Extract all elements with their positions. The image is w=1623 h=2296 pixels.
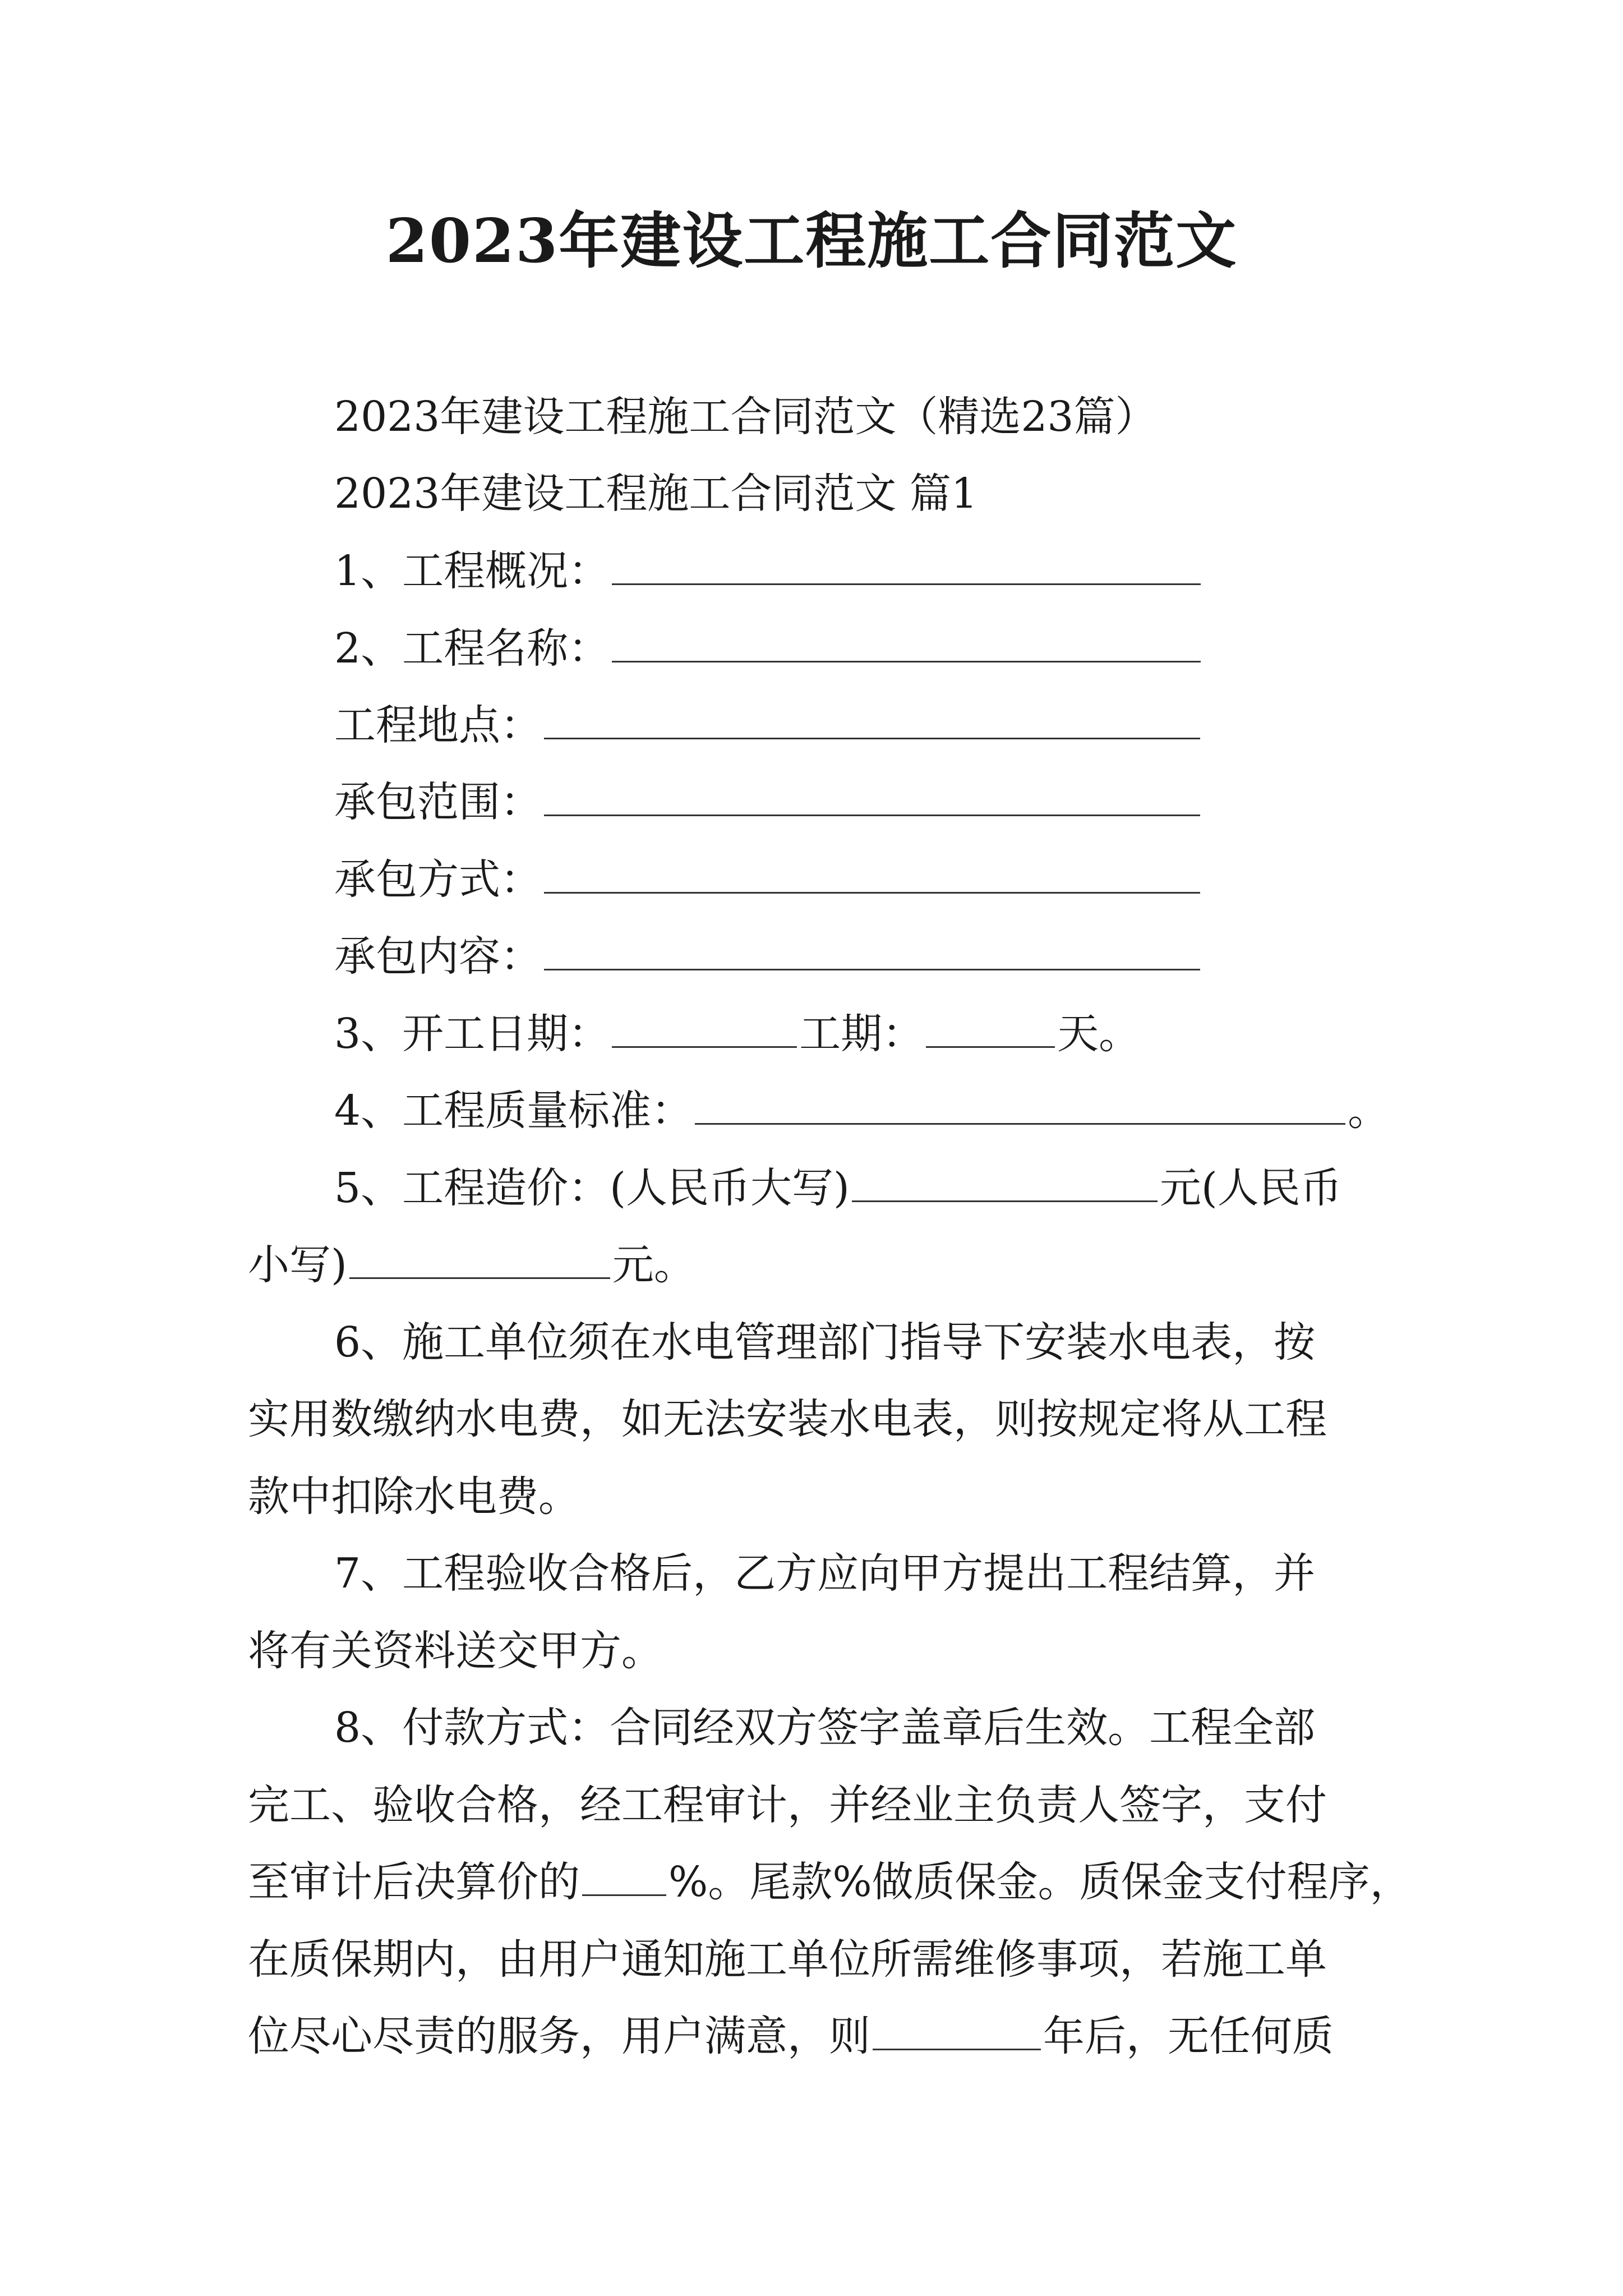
field-project-cost (334, 1150, 1478, 1226)
field-label: 2、工程名称： (334, 624, 610, 673)
blank-line (612, 1044, 797, 1048)
field-project-overview (334, 533, 1478, 609)
field-contract-content (334, 918, 1478, 995)
text: 位尽心尽责的服务，用户满意，则 (248, 2012, 870, 2060)
blank-line (582, 1892, 666, 1896)
field-label: 承包方式： (334, 855, 542, 904)
blank-line (873, 2046, 1041, 2050)
blank-line (544, 967, 1200, 970)
field-label: 。 (1348, 1087, 1390, 1135)
text: 至审计后决算价的 (248, 1858, 580, 1906)
paragraph-7-line-1: 7、工程验收合格后，乙方应向甲方提出工程结算，并 (334, 1549, 1316, 1598)
field-label: 3、开工日期： (334, 1010, 610, 1058)
blank-line (544, 812, 1200, 816)
field-label: 元(人民币 (1159, 1164, 1342, 1212)
field-label: 工期： (799, 1010, 924, 1058)
field-contract-scope (334, 764, 1478, 840)
paragraph-6-line-1: 6、施工单位须在水电管理部门指导下安装水电表，按 (334, 1318, 1316, 1366)
blank-line (612, 659, 1201, 662)
blank-line (544, 890, 1200, 894)
field-project-cost-cont (248, 1227, 1392, 1303)
field-label: 工程地点： (334, 701, 542, 749)
paragraph-7-line-2: 将有关资料送交甲方。 (248, 1627, 663, 1675)
field-project-location (334, 687, 1478, 763)
text: %。尾款%做质保金。质保金支付程序， (668, 1858, 1412, 1906)
blank-line (852, 1198, 1158, 1202)
paragraph-6-line-3: 款中扣除水电费。 (248, 1473, 580, 1521)
field-quality-standard (334, 1073, 1478, 1149)
page-title: 2023年建设工程施工合同范文 (385, 206, 1238, 277)
field-label: 5、工程造价：(人民币大写) (334, 1164, 850, 1212)
field-label: 元。 (612, 1241, 695, 1289)
field-label: 天。 (1057, 1010, 1141, 1058)
section-heading: 2023年建设工程施工合同范文 篇1 (334, 470, 978, 518)
subtitle: 2023年建设工程施工合同范文（精选23篇） (334, 393, 1157, 441)
field-label: 1、工程概况： (334, 547, 610, 595)
field-start-date (334, 996, 1478, 1072)
field-label: 承包范围： (334, 778, 542, 826)
field-label: 小写) (248, 1241, 347, 1289)
paragraph-8-line-3 (248, 1844, 1412, 1920)
blank-line (349, 1275, 610, 1279)
text: 年后，无任何质 (1043, 2012, 1334, 2060)
blank-line (612, 581, 1201, 585)
blank-line (695, 1121, 1345, 1125)
blank-line (544, 735, 1200, 739)
paragraph-8-line-5 (248, 1998, 1392, 2074)
field-project-name (334, 610, 1478, 687)
paragraph-8-line-2: 完工、验收合格，经工程审计，并经业主负责人签字，支付 (248, 1781, 1327, 1829)
paragraph-8-line-4: 在质保期内，由用户通知施工单位所需维修事项，若施工单 (248, 1935, 1327, 1984)
field-contract-method (334, 841, 1478, 918)
field-label: 承包内容： (334, 932, 542, 981)
paragraph-6-line-2: 实用数缴纳水电费，如无法安装水电表，则按规定将从工程 (248, 1395, 1327, 1443)
paragraph-8-line-1: 8、付款方式：合同经双方签字盖章后生效。工程全部 (334, 1704, 1316, 1752)
blank-line (926, 1044, 1055, 1048)
field-label: 4、工程质量标准： (334, 1087, 693, 1135)
